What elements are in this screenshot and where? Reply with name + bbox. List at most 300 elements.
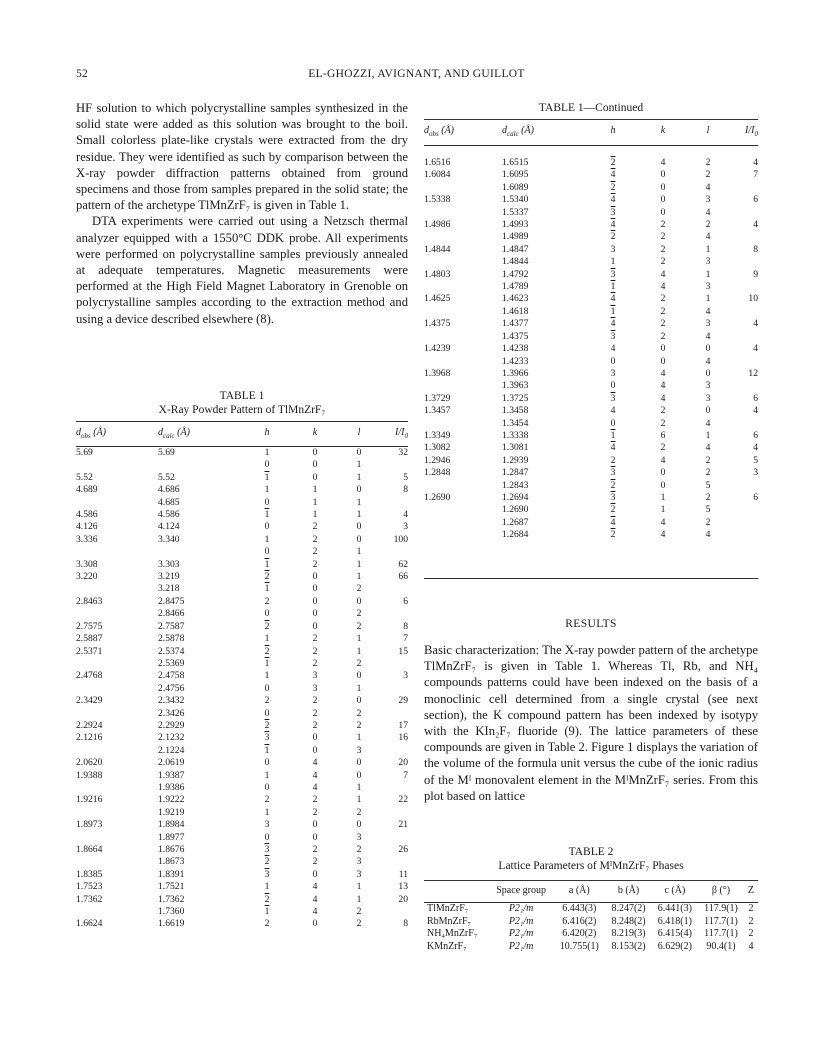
table-row	[76, 484, 408, 496]
k-cell: 1	[312, 496, 318, 508]
l-cell: 2	[356, 844, 362, 855]
h-cell: 2	[264, 645, 270, 657]
l-cell: 5	[705, 479, 711, 491]
h-cell: 1	[264, 881, 270, 893]
dobs-cell: 1.4844	[424, 243, 451, 255]
h-cell: 1	[264, 447, 270, 458]
intensity-cell: 26	[398, 844, 408, 855]
h-cell: 1	[264, 633, 270, 645]
k-cell: 0	[312, 819, 318, 831]
l-cell: 1	[356, 682, 362, 694]
dobs-cell: 5.69	[76, 447, 93, 458]
k-cell: 0	[660, 479, 666, 491]
h-cell: 2	[264, 918, 270, 930]
dcalc-cell: 2.4756	[158, 682, 185, 694]
k-cell: 2	[312, 633, 318, 645]
table-row	[76, 782, 408, 794]
h-cell: 3	[264, 844, 270, 855]
k-cell: 4	[660, 454, 666, 466]
table1-cont-bottom-rule	[424, 578, 758, 579]
h-cell: 0	[264, 521, 270, 533]
k-cell: 2	[312, 533, 318, 545]
l-cell: 2	[356, 608, 362, 620]
h-cell: 1	[610, 256, 616, 268]
value-cell: 8.219(3)	[611, 928, 646, 939]
intensity-cell: 6	[753, 194, 758, 206]
intensity-cell	[728, 529, 758, 541]
intensity-cell: 66	[398, 571, 408, 583]
l-cell: 2	[356, 806, 362, 818]
dcalc-cell: 1.6619	[158, 918, 185, 930]
dobs-cell: 1.8664	[76, 844, 103, 855]
l-cell: 2	[356, 719, 362, 731]
l-cell: 0	[356, 533, 362, 545]
dobs-header: $d_{obs}$ (Å)	[76, 427, 107, 440]
table-row	[424, 256, 758, 268]
value-cell: 2	[748, 928, 754, 939]
table-row	[76, 881, 408, 893]
table-row	[76, 534, 408, 546]
dobs-cell	[424, 182, 502, 194]
dcalc-cell: 1.9219	[158, 806, 185, 818]
table-row	[424, 207, 758, 219]
intensity-cell	[728, 380, 758, 392]
intensity-cell	[379, 832, 408, 844]
dcalc-cell: 1.6095	[502, 169, 529, 181]
h-cell: 1	[264, 657, 270, 669]
l-cell: 2	[705, 454, 711, 466]
h-cell: 0	[610, 380, 616, 392]
dcalc-cell: 1.2939	[502, 454, 529, 466]
h-cell: 1	[264, 558, 270, 570]
l-cell: 2	[356, 906, 362, 918]
table2-column-header: Space group	[489, 880, 553, 903]
table1-cont-body	[424, 157, 758, 542]
table-row	[424, 393, 758, 405]
table-row	[424, 916, 758, 929]
dcalc-cell: 3.303	[158, 558, 180, 570]
h-cell: 2	[264, 719, 270, 731]
h-cell: 1	[264, 484, 270, 496]
dcalc-cell: 1.6515	[502, 157, 529, 168]
l-cell: 4	[705, 231, 711, 243]
intensity-cell: 4	[403, 509, 408, 521]
l-cell: 4	[705, 330, 711, 342]
table1-top-rule	[76, 421, 408, 422]
table-row	[76, 695, 408, 707]
intensity-cell: 7	[403, 633, 408, 645]
intensity-cell: 6	[753, 429, 758, 441]
dcalc-header: $d_{calc}$ (Å)	[502, 125, 534, 138]
l-header: l	[357, 427, 361, 438]
table-row	[76, 670, 408, 682]
table2-title: Lattice Parameters of MᴵMnZrF₇ Phases	[498, 860, 684, 872]
page-number: 52	[76, 68, 89, 80]
l-cell: 3	[705, 194, 711, 206]
h-cell: 1	[264, 471, 270, 483]
dobs-cell	[76, 546, 158, 558]
intensity-cell: 20	[398, 893, 408, 905]
dobs-cell	[424, 331, 502, 343]
dcalc-cell: 1.4844	[502, 256, 529, 268]
table2-column-header: Z	[744, 880, 758, 903]
l-cell: 5	[705, 504, 711, 516]
dobs-cell	[76, 583, 158, 595]
dobs-cell: 1.9388	[76, 769, 103, 781]
value-cell: 4	[748, 940, 754, 952]
dcalc-cell: 1.4233	[502, 355, 529, 367]
table-row	[76, 807, 408, 819]
dobs-cell: 4.586	[76, 509, 98, 521]
h-cell: 3	[610, 367, 616, 379]
h-cell: 1	[264, 769, 270, 781]
dcalc-cell	[158, 459, 243, 471]
intensity-cell: 21	[398, 819, 408, 831]
intensity-cell: 8	[403, 620, 408, 632]
table-row	[424, 281, 758, 293]
l-cell: 0	[356, 447, 362, 458]
dobs-cell: 1.8385	[76, 868, 103, 880]
intensity-cell: 15	[398, 645, 408, 657]
table-row	[76, 571, 408, 583]
h-cell: 0	[264, 831, 270, 843]
l-cell: 1	[356, 571, 362, 583]
k-cell: 4	[660, 157, 666, 168]
table-row	[424, 169, 758, 181]
k-cell: 2	[312, 558, 318, 570]
h-cell: 1	[264, 533, 270, 545]
dobs-cell: 1.2946	[424, 454, 451, 466]
k-cell: 4	[312, 906, 318, 918]
dobs-cell: 2.3429	[76, 695, 103, 707]
table-row	[76, 918, 408, 930]
dobs-cell: 4.689	[76, 484, 98, 496]
table-row	[76, 745, 408, 757]
l-cell: 0	[356, 595, 362, 607]
l-cell: 4	[705, 355, 711, 367]
dcalc-cell: 1.8673	[158, 856, 185, 868]
h-cell: 3	[610, 206, 616, 218]
dobs-cell: 4.126	[76, 521, 98, 533]
intensity-cell	[379, 546, 408, 558]
k-cell: 3	[312, 670, 318, 682]
k-cell: 2	[660, 405, 666, 417]
dcalc-cell: 2.5369	[158, 657, 185, 669]
h-cell: 1	[610, 429, 616, 441]
h-cell: 3	[610, 268, 616, 280]
table-row	[424, 293, 758, 305]
h-cell: 0	[264, 546, 270, 558]
l-cell: 4	[705, 417, 711, 429]
k-cell: 0	[312, 583, 318, 595]
h-cell: 3	[610, 491, 616, 503]
table-row	[424, 480, 758, 492]
dobs-cell: 1.3349	[424, 429, 451, 441]
k-cell: 4	[312, 881, 318, 893]
h-cell: 3	[610, 392, 616, 404]
intensity-cell	[379, 658, 408, 670]
dobs-cell	[424, 207, 502, 219]
k-cell: 0	[312, 571, 318, 583]
left-column-text	[76, 100, 408, 327]
dobs-cell: 1.2848	[424, 467, 451, 479]
dcalc-cell: 1.3338	[502, 429, 529, 441]
dobs-cell	[76, 832, 158, 844]
intensity-header: $I/I_0$	[745, 125, 758, 138]
intensity-cell: 29	[398, 695, 408, 707]
paragraph: HF solution to which polycrystalline samples synthesized in the solid state were added as this solution was brought to the boil. Small colorless plate-like crystals were extracted from the dry residue. They were identified as such by comparison between the X-ray powder diffraction patterns obtained from ground specimens and those from samples prepared in the solid state; the pattern of the archetype TlMnZrF₇ is given in Table 1.	[76, 101, 408, 213]
k-cell: 2	[312, 521, 318, 533]
dcalc-cell: 1.9386	[158, 781, 185, 793]
k-cell: 2	[312, 657, 318, 669]
dobs-cell	[424, 281, 502, 293]
table-row	[424, 331, 758, 343]
k-cell: 0	[660, 181, 666, 193]
table-row	[76, 844, 408, 856]
table-row	[76, 757, 408, 769]
table-row	[76, 472, 408, 484]
intensity-cell: 8	[403, 918, 408, 930]
value-cell: 6.416(2)	[562, 915, 597, 927]
dcalc-cell: 1.3458	[502, 405, 529, 417]
table-row	[76, 720, 408, 732]
l-cell: 3	[356, 868, 362, 880]
k-cell: 1	[660, 491, 666, 503]
l-cell: 2	[705, 467, 711, 479]
dcalc-cell: 1.7362	[158, 893, 185, 905]
k-cell: 2	[660, 219, 666, 231]
value-cell: 2	[748, 915, 754, 927]
paragraph: Basic characterization: The X-ray powder pattern of the archetype TlMnZrF₇ is given in Table 1. Whereas Tl, Rb, and NH₄ compounds patterns could have been indexed on the basis of a monoclinic cell determined from a single crystal (see next section), the K compound pattern has been indexed by isotypy with the KIn₂F₇ fluoride (9). The lattice parameters of these compounds are given in Table 2. Figure 1 displays the variation of the volume of the formula unit versus the cube of the ionic radius of the Mᴵ monovalent element in the MᴵMnZrF₇ series. From this plot based on lattice	[424, 643, 758, 803]
compound-cell: TlMnZrF₇	[427, 903, 469, 914]
table-row	[424, 231, 758, 243]
intensity-cell: 8	[753, 243, 758, 255]
dcalc-cell: 2.8475	[158, 595, 185, 607]
intensity-cell	[379, 745, 408, 757]
k-cell: 2	[660, 330, 666, 342]
l-cell: 1	[356, 893, 362, 905]
value-cell: 6.418(1)	[657, 915, 692, 927]
table2	[424, 880, 758, 953]
h-cell: 2	[610, 529, 616, 541]
h-cell: 0	[610, 417, 616, 429]
compound-cell: NH₄MnZrF₇	[427, 928, 478, 939]
dobs-cell: 1.6624	[76, 918, 103, 930]
l-cell: 2	[705, 516, 711, 528]
l-cell: 0	[356, 819, 362, 831]
k-cell: 0	[660, 355, 666, 367]
table2-column-header: β (°)	[698, 880, 744, 903]
value-cell: P2₁/m	[508, 928, 534, 939]
table-row	[424, 504, 758, 516]
dcalc-cell: 1.4238	[502, 343, 529, 355]
table-row	[424, 343, 758, 355]
intensity-cell	[379, 583, 408, 595]
intensity-cell	[379, 459, 408, 471]
dcalc-cell: 1.2843	[502, 479, 529, 491]
dcalc-cell: 1.4377	[502, 318, 529, 330]
dobs-cell: 1.7362	[76, 893, 103, 905]
h-cell: 0	[264, 707, 270, 719]
intensity-cell	[728, 480, 758, 492]
dobs-cell	[76, 658, 158, 670]
k-cell: 2	[312, 794, 318, 806]
k-cell: 0	[312, 732, 318, 744]
k-cell: 0	[312, 620, 318, 632]
k-cell: 2	[660, 243, 666, 255]
h-cell: 0	[264, 608, 270, 620]
intensity-cell: 4	[753, 157, 758, 168]
table-row	[76, 708, 408, 720]
dobs-cell: 1.3457	[424, 405, 451, 417]
table1-cont-head-rule	[424, 145, 758, 146]
dobs-cell: 1.6084	[424, 169, 451, 181]
value-cell: 117.7(1)	[704, 915, 738, 927]
l-cell: 4	[705, 206, 711, 218]
l-cell: 1	[356, 509, 362, 521]
k-cell: 3	[312, 682, 318, 694]
dobs-cell	[424, 306, 502, 318]
k-cell: 0	[312, 608, 318, 620]
h-cell: 2	[610, 181, 616, 193]
l-cell: 0	[356, 695, 362, 707]
h-cell: 1	[264, 670, 270, 682]
k-cell: 0	[312, 447, 318, 458]
l-cell: 3	[356, 856, 362, 868]
dobs-cell	[424, 356, 502, 368]
l-cell: 2	[705, 157, 711, 168]
table-row	[76, 459, 408, 471]
value-cell: 117.7(1)	[704, 928, 738, 939]
table-row	[424, 903, 758, 916]
table-row	[424, 269, 758, 281]
dcalc-cell: 1.4618	[502, 305, 529, 317]
dobs-cell: 3.336	[76, 533, 98, 545]
dcalc-cell	[158, 546, 243, 558]
table2-column-header: a (Å)	[553, 880, 605, 903]
intensity-cell	[379, 782, 408, 794]
k-cell: 0	[312, 831, 318, 843]
dcalc-cell: 1.4993	[502, 219, 529, 231]
dcalc-cell: 1.6089	[502, 181, 529, 193]
results-text	[424, 642, 758, 804]
intensity-cell	[379, 497, 408, 509]
dobs-cell: 1.3082	[424, 442, 451, 454]
table-row	[424, 306, 758, 318]
table-row	[424, 529, 758, 541]
dcalc-cell: 4.124	[158, 521, 180, 533]
dcalc-cell: 2.4758	[158, 670, 185, 682]
dcalc-cell: 4.586	[158, 509, 180, 521]
h-header: h	[264, 427, 270, 438]
l-cell: 1	[356, 558, 362, 570]
k-cell: 2	[660, 256, 666, 268]
dcalc-cell: 3.219	[158, 571, 180, 583]
dobs-cell	[76, 807, 158, 819]
k-cell: 4	[660, 380, 666, 392]
table-row	[424, 157, 758, 169]
k-cell: 4	[312, 769, 318, 781]
intensity-cell: 9	[753, 268, 758, 280]
h-cell: 4	[610, 318, 616, 330]
value-cell: 6.415(4)	[657, 928, 692, 939]
dcalc-cell: 1.3966	[502, 367, 529, 379]
h-cell: 1	[264, 509, 270, 521]
value-cell: 2	[748, 903, 754, 914]
table2-column-header: b (Å)	[605, 880, 651, 903]
k-cell: 2	[660, 231, 666, 243]
k-cell: 4	[660, 281, 666, 293]
k-cell: 4	[660, 367, 666, 379]
dcalc-cell: 1.3725	[502, 392, 529, 404]
dcalc-cell: 2.1224	[158, 744, 185, 756]
l-cell: 4	[705, 181, 711, 193]
value-cell: 8.247(2)	[611, 903, 646, 914]
h-cell: 4	[610, 219, 616, 231]
dcalc-cell: 1.9387	[158, 769, 185, 781]
dobs-cell	[424, 256, 502, 268]
dcalc-cell: 1.8676	[158, 844, 185, 855]
l-cell: 1	[356, 496, 362, 508]
l-cell: 2	[705, 219, 711, 231]
table-row	[76, 447, 408, 459]
running-head: EL-GHOZZI, AVIGNANT, AND GUILLOT	[308, 68, 525, 80]
table-row	[76, 521, 408, 533]
table-row	[76, 856, 408, 868]
h-cell: 0	[610, 355, 616, 367]
l-cell: 2	[705, 169, 711, 181]
dcalc-cell: 1.7360	[158, 906, 185, 918]
dobs-cell	[424, 517, 502, 529]
l-cell: 2	[356, 620, 362, 632]
dcalc-cell: 1.3081	[502, 442, 529, 454]
dcalc-cell: 4.686	[158, 484, 180, 496]
table-row	[424, 182, 758, 194]
value-cell: 8.248(2)	[611, 915, 646, 927]
k-cell: 0	[660, 194, 666, 206]
k-cell: 1	[312, 484, 318, 496]
h-cell: 2	[264, 893, 270, 905]
dcalc-cell: 1.8391	[158, 868, 185, 880]
h-cell: 2	[610, 454, 616, 466]
l-cell: 1	[356, 781, 362, 793]
k-cell: 2	[660, 442, 666, 454]
table-row	[76, 633, 408, 645]
intensity-cell	[379, 708, 408, 720]
dobs-cell: 1.6516	[424, 157, 451, 168]
dobs-cell: 1.3968	[424, 367, 451, 379]
h-cell: 1	[610, 281, 616, 293]
dobs-cell: 1.4986	[424, 219, 451, 231]
l-cell: 2	[356, 707, 362, 719]
k-cell: 4	[660, 268, 666, 280]
intensity-cell: 4	[753, 318, 758, 330]
intensity-cell: 4	[753, 405, 758, 417]
k-cell: 2	[660, 293, 666, 305]
table-row	[76, 621, 408, 633]
table-row	[424, 380, 758, 392]
dcalc-cell: 1.5340	[502, 194, 529, 206]
table-row	[424, 442, 758, 454]
k-cell: 0	[312, 471, 318, 483]
table-row	[76, 509, 408, 521]
value-cell: 6.441(3)	[657, 903, 692, 914]
l-cell: 2	[356, 583, 362, 595]
table-row	[76, 596, 408, 608]
k-cell: 2	[312, 856, 318, 868]
k-cell: 4	[660, 529, 666, 541]
intensity-cell: 6	[403, 595, 408, 607]
